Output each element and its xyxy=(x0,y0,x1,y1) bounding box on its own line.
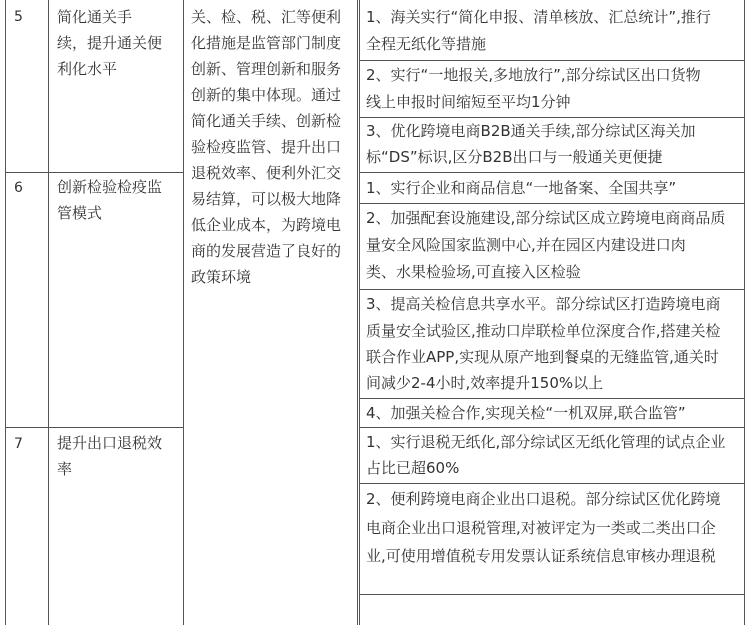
row-index: 6 xyxy=(14,180,23,196)
category-line: 利化水平 xyxy=(57,60,118,78)
detail-line: 1、海关实行“简化申报、清单核放、汇总统计”,推行 xyxy=(366,8,711,26)
detail-line: 质量安全试验区,推动口岸联检单位深度合作,搭建关检 xyxy=(366,322,721,340)
item-divider xyxy=(359,60,745,61)
detail-line: 类、水果检验场,可直接入区检验 xyxy=(366,263,581,281)
detail-line: 占比已超60% xyxy=(366,459,460,477)
category-line: 续，提升通关便 xyxy=(57,34,163,52)
summary-line: 创新、管理创新和服务 xyxy=(191,60,342,78)
detail-line: 标“DS”标识,区分B2B出口与一般通关更便捷 xyxy=(366,148,663,166)
detail-line: 业,可使用增值税专用发票认证系统信息审核办理退税 xyxy=(366,547,716,565)
detail-line: 2、实行“一地报关,多地放行”,部分综试区出口货物 xyxy=(366,66,701,84)
item-divider xyxy=(359,289,745,290)
detail-line: 电商企业出口退税管理,对被评定为一类或二类出口企 xyxy=(366,519,716,537)
summary-line: 退税效率、便利外汇交 xyxy=(191,164,342,182)
detail-line: 3、提高关检信息共享水平。部分综试区打造跨境电商 xyxy=(366,295,721,313)
detail-line: 1、实行退税无纸化,部分综试区无纸化管理的试点企业 xyxy=(366,433,726,451)
item-divider xyxy=(359,172,745,173)
row-divider xyxy=(5,427,183,428)
detail-line: 间减少2-4小时,效率提升150%以上 xyxy=(366,374,604,392)
summary-line: 创新的集中体现。通过 xyxy=(191,86,342,104)
detail-line: 1、实行企业和商品信息“一地备案、全国共享” xyxy=(366,179,677,197)
detail-line: 联合作业APP,实现从原产地到餐桌的无缝监管,通关时 xyxy=(366,348,719,366)
column-divider xyxy=(183,0,184,625)
category-line: 创新检验检疫监 xyxy=(57,178,163,196)
summary-line: 政策环境 xyxy=(191,268,252,286)
table-border-left xyxy=(5,0,6,625)
item-divider xyxy=(359,203,745,204)
summary-line: 易结算，可以极大地降 xyxy=(191,190,342,208)
row-divider xyxy=(5,172,183,173)
column-divider xyxy=(48,0,49,625)
summary-line: 低企业成本，为跨境电 xyxy=(191,216,342,234)
summary-line: 关、检、税、汇等便利 xyxy=(191,8,342,26)
summary-line: 商的发展营造了良好的 xyxy=(191,242,342,260)
summary-line: 简化通关手续、创新检 xyxy=(191,112,342,130)
item-divider xyxy=(359,117,745,118)
row-index: 5 xyxy=(14,9,23,25)
row-index: 7 xyxy=(14,436,23,452)
item-divider xyxy=(359,594,745,595)
detail-line: 线上申报时间缩短至平均1分钟 xyxy=(366,93,571,111)
column-divider xyxy=(357,0,358,625)
category-line: 率 xyxy=(57,460,73,478)
category-line: 管模式 xyxy=(57,204,103,222)
item-divider xyxy=(359,427,745,428)
detail-line: 2、加强配套设施建设,部分综试区成立跨境电商商品质 xyxy=(366,209,726,227)
detail-line: 全程无纸化等措施 xyxy=(366,35,487,53)
category-line: 提升出口退税效 xyxy=(57,434,163,452)
detail-line: 量安全风险国家监测中心,并在园区内建设进口肉 xyxy=(366,236,686,254)
detail-line: 3、优化跨境电商B2B通关手续,部分综试区海关加 xyxy=(366,122,696,140)
category-line: 简化通关手 xyxy=(57,8,133,26)
detail-line: 2、便利跨境电商企业出口退税。部分综试区优化跨境 xyxy=(366,490,721,508)
item-divider xyxy=(359,398,745,399)
item-divider xyxy=(359,483,745,484)
summary-line: 验检疫监管、提升出口 xyxy=(191,138,342,156)
column-divider xyxy=(359,0,360,625)
summary-line: 化措施是监管部门制度 xyxy=(191,34,342,52)
detail-line: 4、加强关检合作,实现关检“一机双屏,联合监管” xyxy=(366,404,686,422)
table-border-right xyxy=(744,0,745,625)
